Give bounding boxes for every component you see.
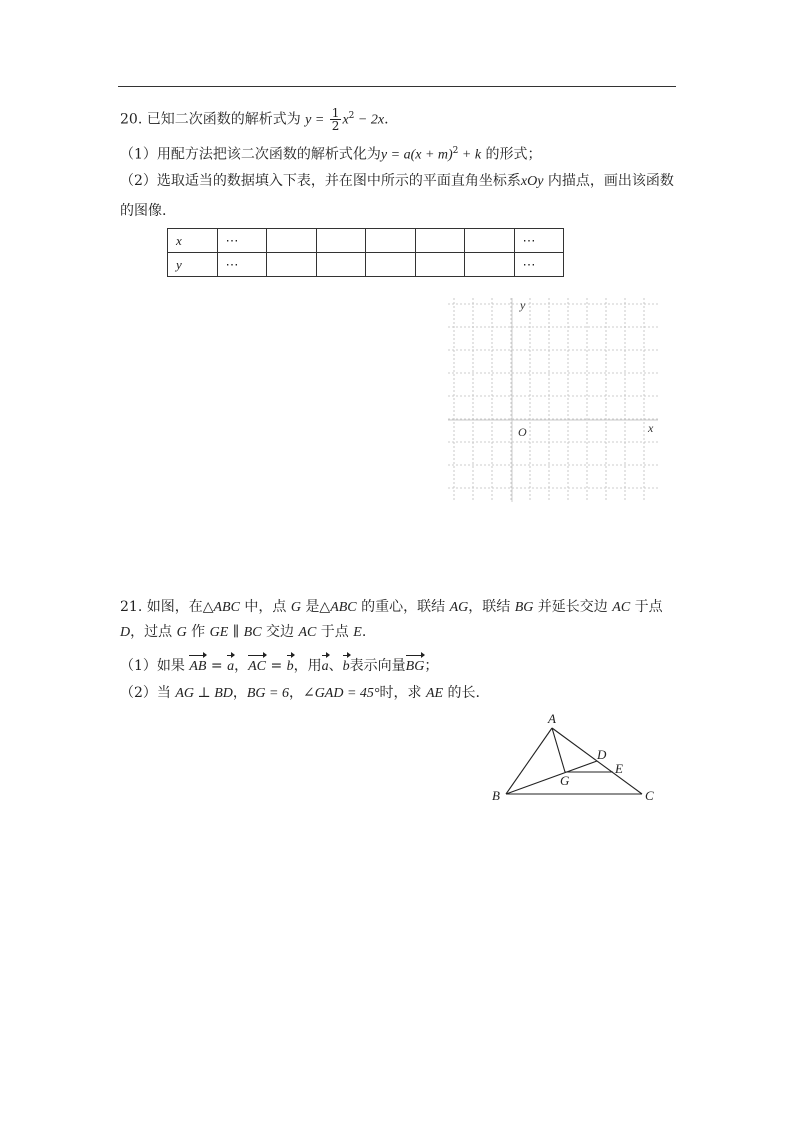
table-cell[interactable] (415, 229, 465, 253)
table-cell[interactable] (316, 253, 366, 277)
q21-stem-line2: D，过点 G 作 GE ∥ BC 交边 AC 于点 E. (120, 624, 367, 640)
x-axis-label: x (648, 421, 654, 435)
q20-part2-line2: 的图像. (120, 203, 167, 219)
q20-part2-line1: （2）选取适当的数据填入下表，并在图中所示的平面直角坐标系xOy 内描点，画出该函数 (120, 173, 674, 189)
table-cell[interactable]: ⋯ (514, 253, 564, 277)
table-cell[interactable] (267, 253, 317, 277)
vector-ab: AB (189, 653, 206, 677)
table-head-y: y (168, 253, 218, 277)
table-head-x: x (168, 229, 218, 253)
q21-part2: （2）当 AG ⊥ BD，BG = 6，∠GAD = 45°时，求 AE 的长. (120, 685, 480, 701)
table-cell[interactable] (267, 229, 317, 253)
label-e: E (615, 761, 623, 776)
q20-formula-lhs: y = (305, 112, 325, 128)
table-row-x (168, 229, 564, 253)
q20-stem: 20. 已知二次函数的解析式为 y = $\frac{1}{2}$ $x^2 - 2x$. (120, 106, 389, 134)
label-b: B (492, 788, 500, 803)
value-table (167, 228, 564, 277)
q20-number: 20. (120, 111, 143, 128)
table-cell[interactable]: ⋯ (217, 253, 267, 277)
table-cell[interactable]: ⋯ (217, 229, 267, 253)
vector-b: b (287, 653, 294, 677)
q20-fraction: $\frac{1}{2}$ (331, 106, 340, 134)
origin-label: O (518, 425, 527, 439)
label-a: A (548, 711, 556, 726)
q21-stem-line1: 21. 如图，在△ABC 中，点 G 是△ABC 的重心，联结 AG，联结 BG 并延长交边 AC 于点 (120, 599, 663, 615)
label-g: G (560, 773, 570, 788)
table-cell[interactable] (415, 253, 465, 277)
axes (448, 298, 658, 502)
label-c: C (645, 788, 654, 803)
table-row-y (168, 253, 564, 277)
vector-bg: BG (406, 653, 425, 677)
grid-lines (448, 298, 658, 502)
q21-part1: （1）如果 AB = a，AC = b，用a、b表示向量BG； (120, 653, 438, 677)
table-cell[interactable] (465, 229, 515, 253)
vector-a: a (227, 653, 234, 677)
table-cell[interactable]: ⋯ (514, 229, 564, 253)
label-d: D (597, 747, 607, 762)
q20-intro: 已知二次函数的解析式为 (146, 111, 301, 128)
q20-part1: （1）用配方法把该二次函数的解析式化为$y = a(x + m)^2 + k$ 的形式； (120, 146, 542, 163)
table-cell[interactable] (465, 253, 515, 277)
vector-ac: AC (248, 653, 266, 677)
header-rule (118, 86, 676, 87)
triangle-figure (486, 708, 666, 808)
table-cell[interactable] (366, 253, 416, 277)
y-axis-label: y (520, 298, 526, 312)
coordinate-grid[interactable] (446, 296, 662, 506)
table-cell[interactable] (366, 229, 416, 253)
table-cell[interactable] (316, 229, 366, 253)
